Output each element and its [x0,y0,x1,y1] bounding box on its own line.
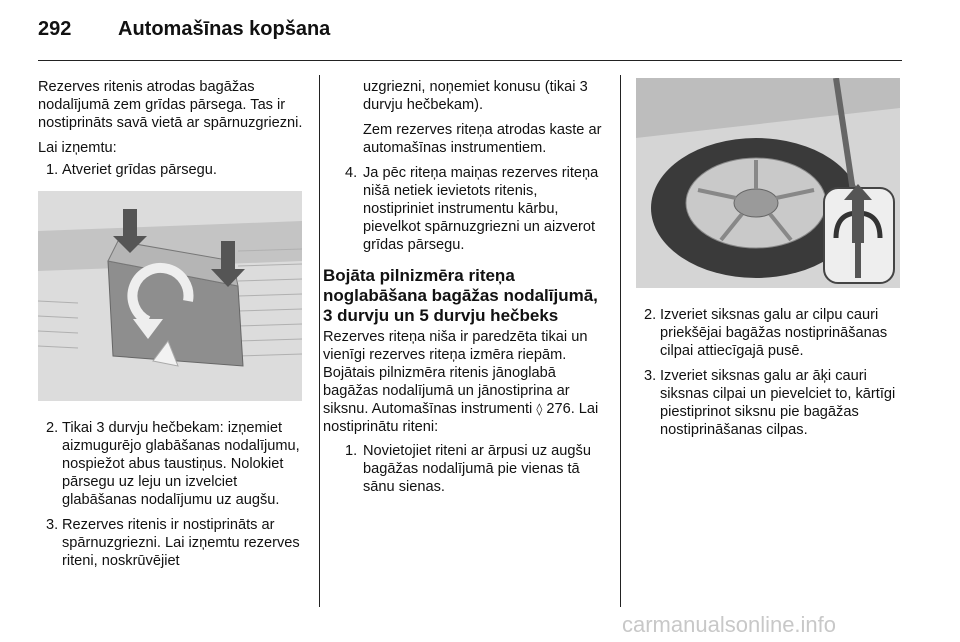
list-number: 1. [46,162,59,178]
list-item [636,306,904,360]
list-text: Tikai 3 durvju hečbekam: izņemiet aizmugurējo glabāšanas nodalījumu, nospiežot abus taustiņus. Nolokiet pārsegu uz leju un izvelciet glabāšanas nodalījumu uz augšu. [62,420,300,508]
header-divider [38,60,902,61]
list-item [323,442,605,496]
floor-cover-drawing [38,191,302,401]
continuation-text: uzgriezni, noņemiet konusu (tikai 3 durvju hečbekam). [363,79,588,113]
body-text: Rezerves riteņa niša ir paredzēta tikai un vienīgi rezerves riteņa izmēra riepām. Bojātais pilnizmēra ritenis jānoglabā bagāžas nodalījumā un jānostiprina ar siksnu. Automašīnas instrumenti [323,329,588,417]
list-number: 4. [345,165,358,181]
page-reference[interactable]: 276 [546,401,571,417]
list-text: Rezerves ritenis ir nostiprināts ar spārnuzgriezni. Lai izņemtu rezerves riteni, noskrūvējiet [62,517,300,569]
removal-label: Lai izņemtu: [38,140,117,156]
list-number: 1. [345,443,358,459]
list-number: 2. [46,420,59,436]
section-body [323,328,605,436]
column-divider-2 [620,75,621,607]
list-item [38,516,306,570]
list-item [323,164,605,254]
watermark: carmanualsonline.info [622,612,837,637]
intro-paragraph: Rezerves ritenis atrodas bagāžas nodalījumā zem grīdas pārsega. Tas ir nostiprināts savā vietā ar spārnuzgriezni. [38,79,303,131]
list-text: Izveriet siksnas galu ar cilpu cauri priekšējai bagāžas nostiprināšanas cilpai attiecīgajā pusē. [660,307,888,359]
chapter-title: Automašīnas kopšana [118,18,331,40]
page-reference-icon: ◊ [536,402,543,416]
body-text: . Lai nostiprinātu riteni: [323,401,599,435]
section-heading: Bojāta pilnizmēra riteņa noglabāšana bagāžas nodalījumā, 3 durvju un 5 durvju hečbeks [323,266,598,325]
list-item [38,161,306,179]
column-1 [38,78,306,577]
list-text: Atveriet grīdas pārsegu. [62,162,217,178]
tools-note: Zem rezerves riteņa atrodas kaste ar automašīnas instrumentiem. [363,122,602,156]
list-number: 3. [644,368,657,384]
list-text: Izveriet siksnas galu ar āķi cauri siksnas cilpai un pievelciet to, kārtīgi piestiprinot siksnu pie bagāžas nostiprināšanas cilpas. [660,368,896,438]
column-2 [323,78,605,503]
list-text: Novietojiet riteni ar ārpusi uz augšu bagāžas nodalījumā pie vienas tā sānu sienas. [363,443,591,495]
list-item [38,419,306,509]
column-3 [636,78,904,446]
list-item [636,367,904,439]
column-divider-1 [319,75,320,607]
spare-wheel-strap-illustration [636,78,900,288]
list-text: Ja pēc riteņa maiņas rezerves riteņa nišā netiek ievietots ritenis, nostipriniet instrumentu kārbu, pievelkot spārnuzgriezni un aizverot grīdas pārsegu. [363,165,599,253]
page-number: 292 [38,18,72,40]
list-number: 2. [644,307,657,323]
list-number: 3. [46,517,59,533]
floor-cover-illustration [38,191,302,401]
spare-wheel-drawing [636,78,900,288]
press-arrow-icon [123,209,137,239]
